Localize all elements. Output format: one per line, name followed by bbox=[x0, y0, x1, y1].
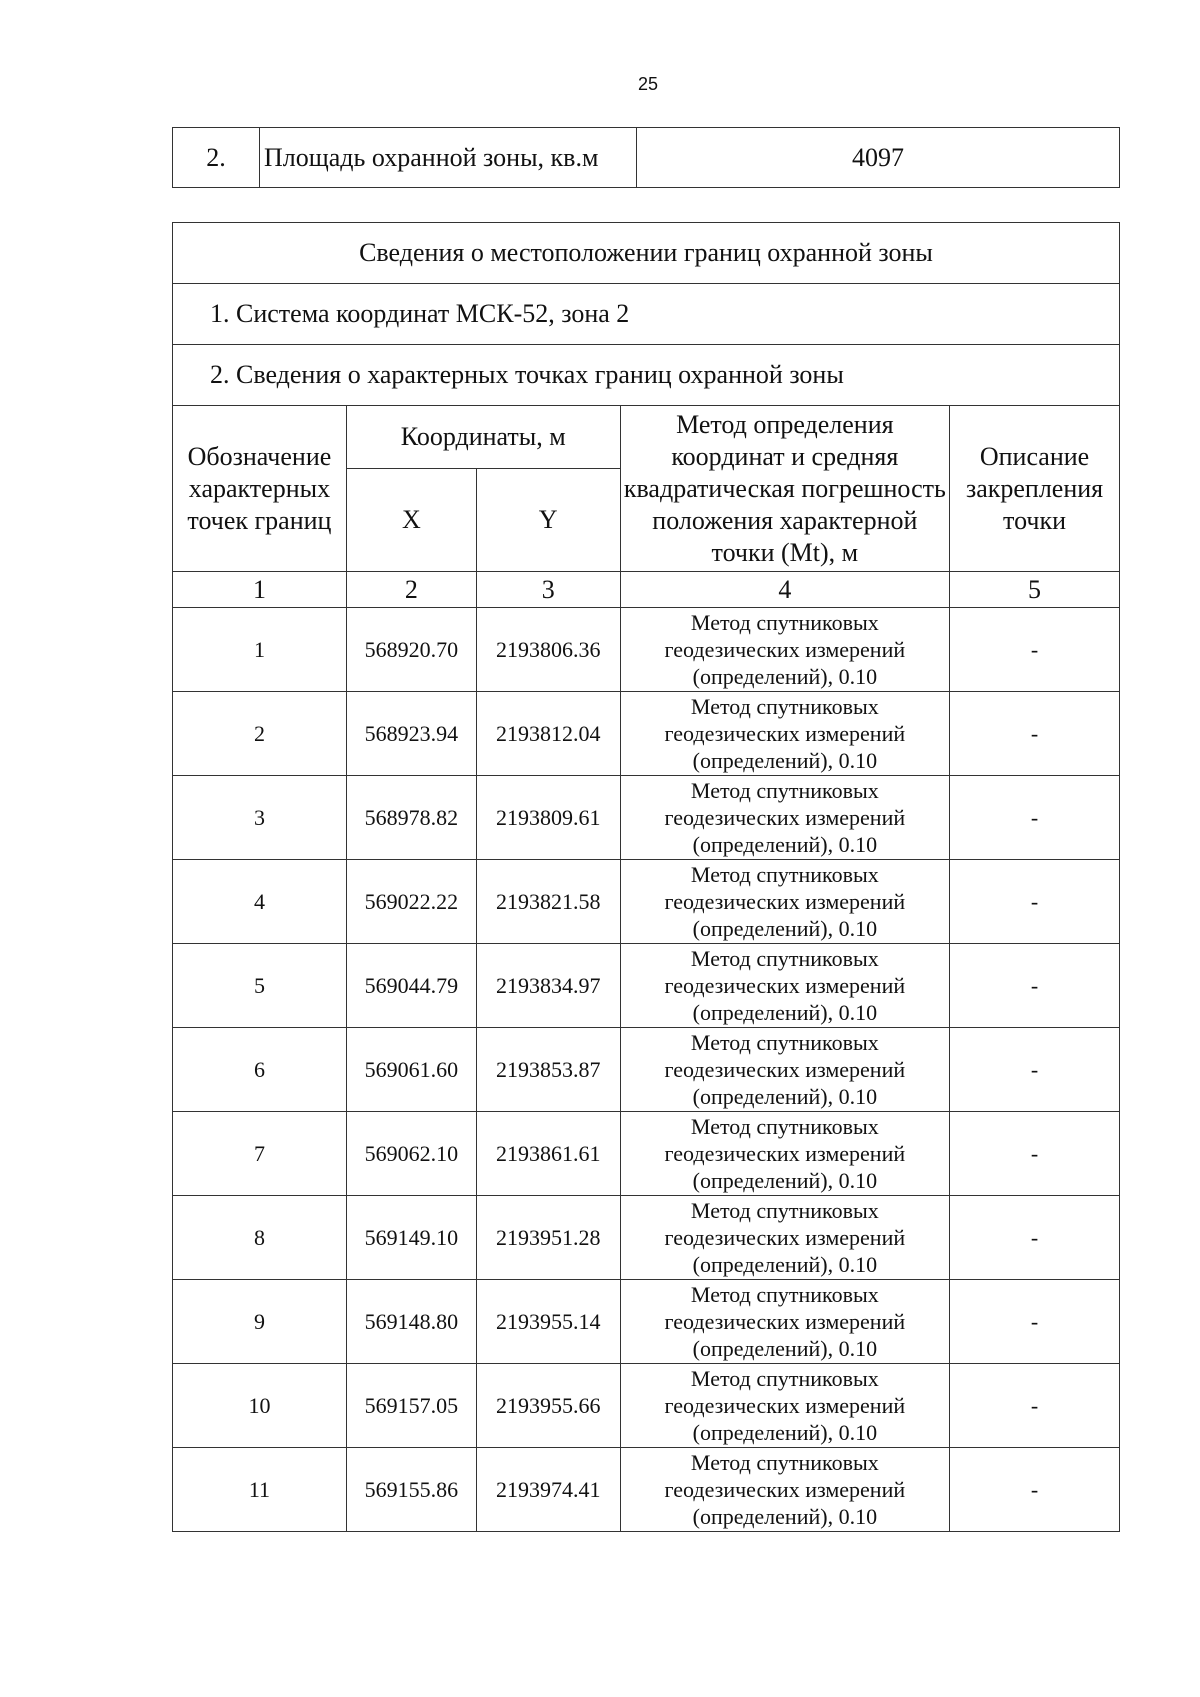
method-line: (определений), 0.10 bbox=[692, 664, 878, 689]
header-y: Y bbox=[476, 469, 620, 572]
method-line: геодезических измерений bbox=[664, 1225, 906, 1250]
point-x: 569148.80 bbox=[346, 1280, 476, 1364]
point-y: 2193861.61 bbox=[476, 1112, 620, 1196]
area-label: Площадь охранной зоны, кв.м bbox=[260, 128, 637, 188]
point-x: 569022.22 bbox=[346, 860, 476, 944]
method-line: геодезических измерений bbox=[664, 1309, 906, 1334]
header-method: Метод определения координат и средняя квадратическая погрешность положения характерной точки (Mt), м bbox=[620, 406, 949, 572]
point-id: 9 bbox=[173, 1280, 347, 1364]
point-method bbox=[620, 944, 949, 1028]
method-line: геодезических измерений bbox=[664, 1393, 906, 1418]
method-line: (определений), 0.10 bbox=[692, 916, 878, 941]
method-line: геодезических измерений bbox=[664, 889, 906, 914]
method-line: Метод спутниковых bbox=[690, 778, 879, 803]
point-description: - bbox=[950, 776, 1120, 860]
table-row bbox=[173, 1028, 1120, 1112]
column-number: 5 bbox=[950, 572, 1120, 608]
area-row bbox=[173, 128, 1120, 188]
method-line: Метод спутниковых bbox=[690, 1450, 879, 1475]
point-y: 2193955.14 bbox=[476, 1280, 620, 1364]
method-line: (определений), 0.10 bbox=[692, 1000, 878, 1025]
point-id: 10 bbox=[173, 1364, 347, 1448]
point-description: - bbox=[950, 944, 1120, 1028]
point-description: - bbox=[950, 692, 1120, 776]
point-description: - bbox=[950, 1448, 1120, 1532]
column-number-row bbox=[173, 572, 1120, 608]
point-id: 8 bbox=[173, 1196, 347, 1280]
point-x: 569044.79 bbox=[346, 944, 476, 1028]
coordinate-system: 1. Система координат МСК-52, зона 2 bbox=[173, 284, 1120, 345]
point-x: 569062.10 bbox=[346, 1112, 476, 1196]
point-method bbox=[620, 1112, 949, 1196]
point-method bbox=[620, 1196, 949, 1280]
area-table bbox=[172, 127, 1120, 188]
point-id: 3 bbox=[173, 776, 347, 860]
point-y: 2193809.61 bbox=[476, 776, 620, 860]
table-row bbox=[173, 860, 1120, 944]
method-line: Метод спутниковых bbox=[690, 610, 879, 635]
method-line: геодезических измерений bbox=[664, 721, 906, 746]
point-description: - bbox=[950, 1364, 1120, 1448]
point-id: 2 bbox=[173, 692, 347, 776]
header-row-1 bbox=[173, 406, 1120, 469]
point-method bbox=[620, 692, 949, 776]
point-y: 2193955.66 bbox=[476, 1364, 620, 1448]
table-row bbox=[173, 692, 1120, 776]
table-row bbox=[173, 1196, 1120, 1280]
point-method bbox=[620, 1028, 949, 1112]
point-x: 568920.70 bbox=[346, 608, 476, 692]
method-line: геодезических измерений bbox=[664, 637, 906, 662]
points-heading: 2. Сведения о характерных точках границ охранной зоны bbox=[173, 345, 1120, 406]
area-value: 4097 bbox=[637, 128, 1120, 188]
method-line: (определений), 0.10 bbox=[692, 1420, 878, 1445]
point-x: 568978.82 bbox=[346, 776, 476, 860]
header-coordinates: Координаты, м bbox=[346, 406, 620, 469]
method-line: Метод спутниковых bbox=[690, 1114, 879, 1139]
method-line: (определений), 0.10 bbox=[692, 748, 878, 773]
point-y: 2193853.87 bbox=[476, 1028, 620, 1112]
point-method bbox=[620, 860, 949, 944]
point-description: - bbox=[950, 1028, 1120, 1112]
method-line: (определений), 0.10 bbox=[692, 1504, 878, 1529]
point-id: 11 bbox=[173, 1448, 347, 1532]
method-line: (определений), 0.10 bbox=[692, 832, 878, 857]
point-y: 2193821.58 bbox=[476, 860, 620, 944]
table-row bbox=[173, 608, 1120, 692]
method-line: (определений), 0.10 bbox=[692, 1252, 878, 1277]
column-number: 3 bbox=[476, 572, 620, 608]
section-title: Сведения о местоположении границ охранной зоны bbox=[173, 223, 1120, 284]
point-y: 2193974.41 bbox=[476, 1448, 620, 1532]
point-x: 569157.05 bbox=[346, 1364, 476, 1448]
method-line: (определений), 0.10 bbox=[692, 1084, 878, 1109]
column-number: 1 bbox=[173, 572, 347, 608]
page-number: 25 bbox=[637, 74, 659, 94]
method-line: геодезических измерений bbox=[664, 973, 906, 998]
point-method bbox=[620, 608, 949, 692]
area-number: 2. bbox=[173, 128, 260, 188]
table-row bbox=[173, 1364, 1120, 1448]
point-x: 569061.60 bbox=[346, 1028, 476, 1112]
point-y: 2193812.04 bbox=[476, 692, 620, 776]
method-line: Метод спутниковых bbox=[690, 946, 879, 971]
table-row bbox=[173, 1280, 1120, 1364]
method-line: Метод спутниковых bbox=[690, 694, 879, 719]
method-line: геодезических измерений bbox=[664, 805, 906, 830]
method-line: Метод спутниковых bbox=[690, 862, 879, 887]
section-title-row bbox=[173, 223, 1120, 284]
method-line: Метод спутниковых bbox=[690, 1366, 879, 1391]
table-row bbox=[173, 1448, 1120, 1532]
method-line: геодезических измерений bbox=[664, 1141, 906, 1166]
point-y: 2193951.28 bbox=[476, 1196, 620, 1280]
point-x: 569149.10 bbox=[346, 1196, 476, 1280]
point-description: - bbox=[950, 1280, 1120, 1364]
method-line: геодезических измерений bbox=[664, 1477, 906, 1502]
point-x: 568923.94 bbox=[346, 692, 476, 776]
point-id: 4 bbox=[173, 860, 347, 944]
point-y: 2193834.97 bbox=[476, 944, 620, 1028]
point-method bbox=[620, 1280, 949, 1364]
point-id: 6 bbox=[173, 1028, 347, 1112]
point-id: 7 bbox=[173, 1112, 347, 1196]
coordinate-system-row bbox=[173, 284, 1120, 345]
points-heading-row bbox=[173, 345, 1120, 406]
point-method bbox=[620, 776, 949, 860]
point-description: - bbox=[950, 608, 1120, 692]
header-designation: Обозначение характерных точек границ bbox=[173, 406, 347, 572]
header-description: Описание закрепления точки bbox=[950, 406, 1120, 572]
method-line: Метод спутниковых bbox=[690, 1198, 879, 1223]
point-id: 1 bbox=[173, 608, 347, 692]
method-line: (определений), 0.10 bbox=[692, 1168, 878, 1193]
table-row bbox=[173, 1112, 1120, 1196]
point-description: - bbox=[950, 1196, 1120, 1280]
point-description: - bbox=[950, 860, 1120, 944]
point-description: - bbox=[950, 1112, 1120, 1196]
point-x: 569155.86 bbox=[346, 1448, 476, 1532]
coordinates-table bbox=[172, 222, 1120, 1532]
point-method bbox=[620, 1448, 949, 1532]
table-row bbox=[173, 944, 1120, 1028]
column-number: 4 bbox=[620, 572, 949, 608]
header-x: X bbox=[346, 469, 476, 572]
method-line: геодезических измерений bbox=[664, 1057, 906, 1082]
method-line: Метод спутниковых bbox=[690, 1030, 879, 1055]
method-line: Метод спутниковых bbox=[690, 1282, 879, 1307]
table-row bbox=[173, 776, 1120, 860]
point-method bbox=[620, 1364, 949, 1448]
method-line: (определений), 0.10 bbox=[692, 1336, 878, 1361]
point-y: 2193806.36 bbox=[476, 608, 620, 692]
point-id: 5 bbox=[173, 944, 347, 1028]
column-number: 2 bbox=[346, 572, 476, 608]
